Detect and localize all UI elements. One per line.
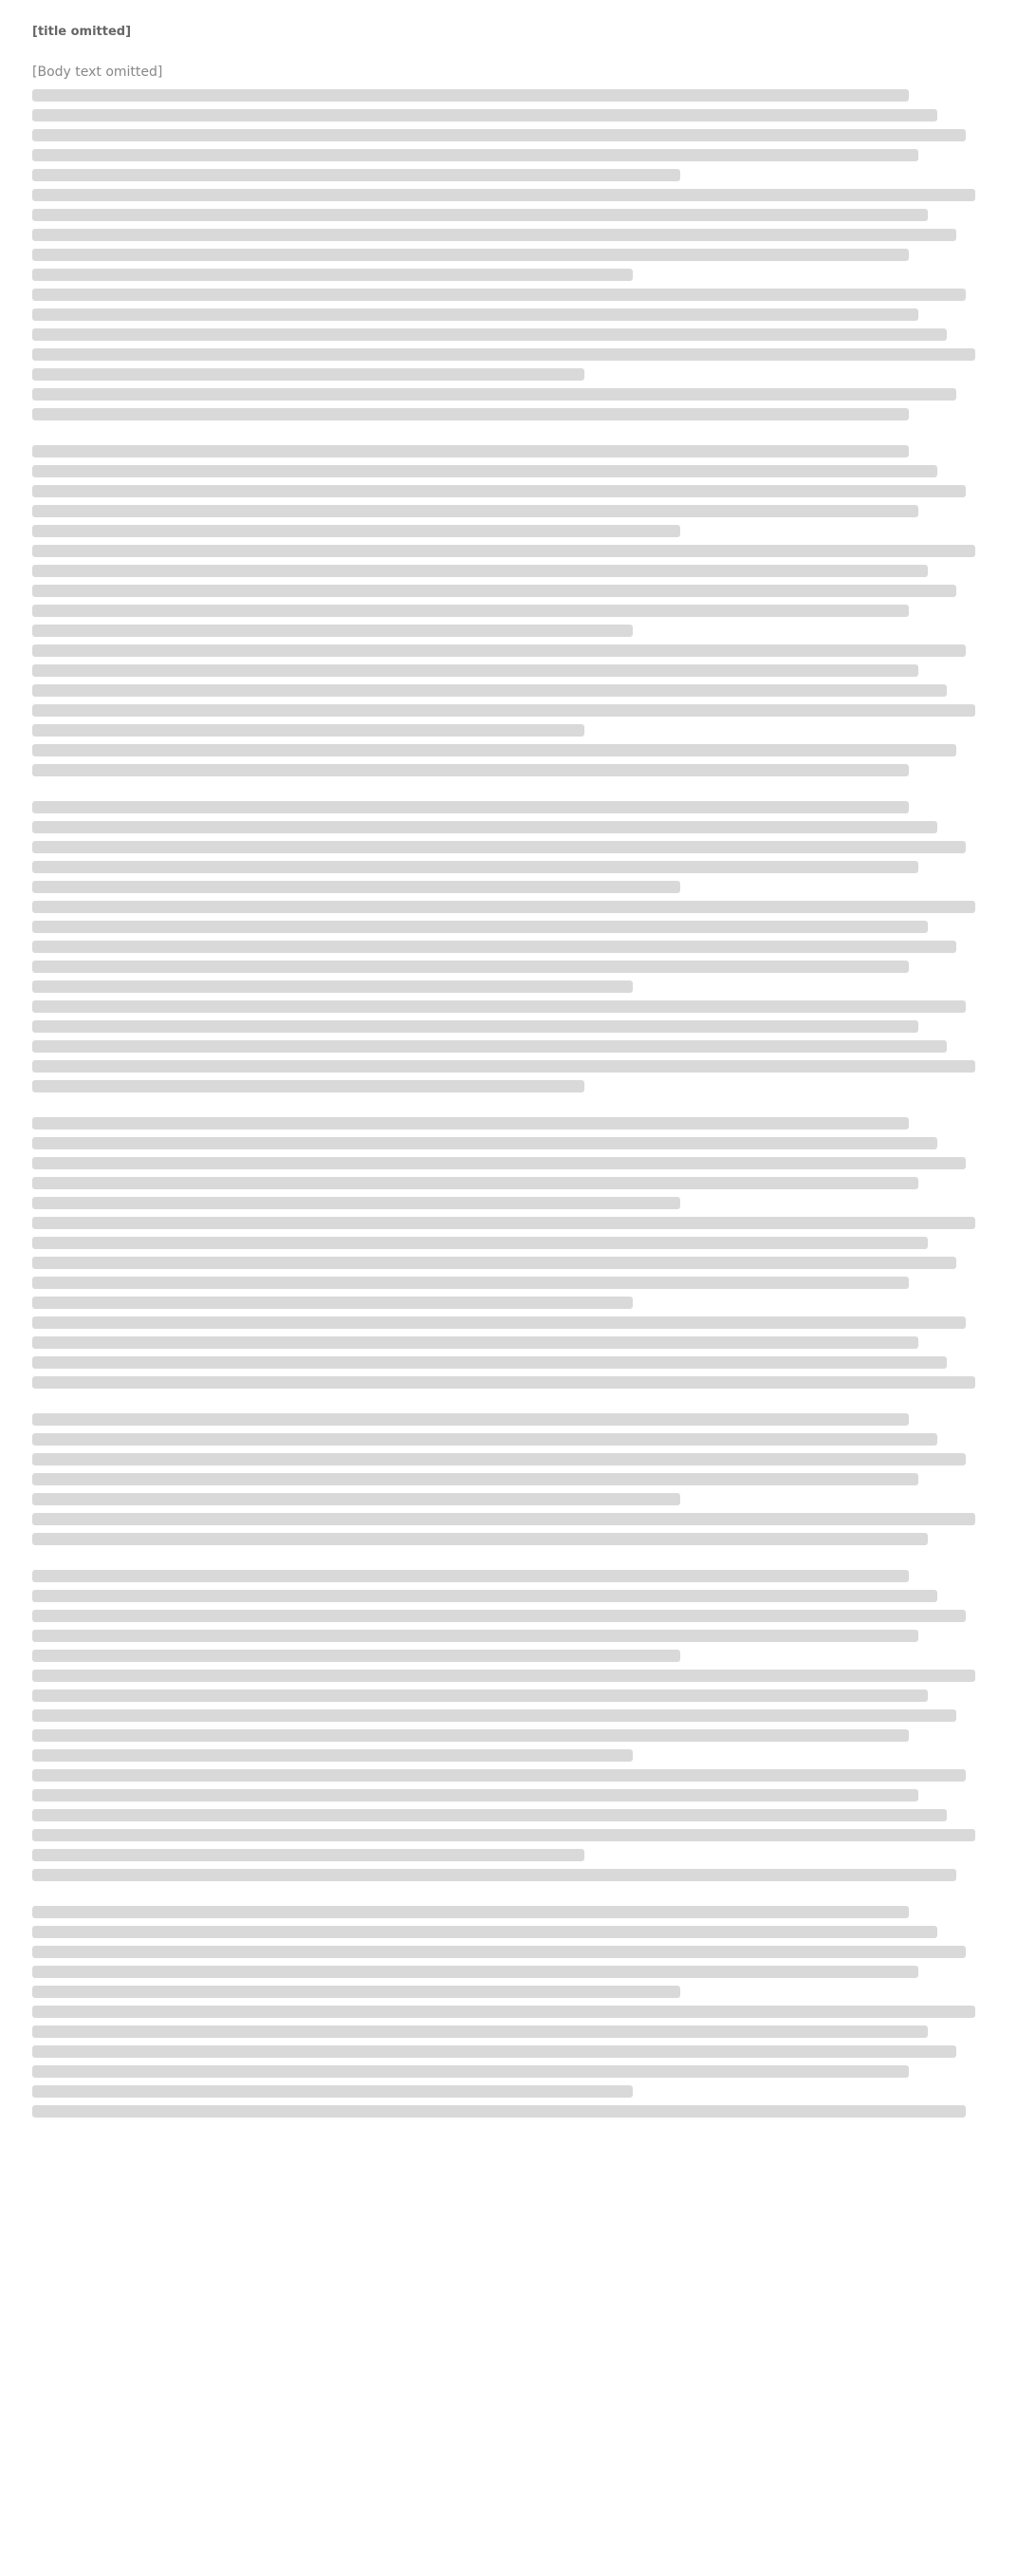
- text-line-placeholder: [32, 1297, 633, 1309]
- text-line-placeholder: [32, 881, 680, 893]
- text-line-placeholder: [32, 1257, 956, 1269]
- text-line-placeholder: [32, 1926, 937, 1938]
- text-line-placeholder: [32, 1040, 947, 1053]
- text-line-placeholder: [32, 149, 918, 161]
- text-line-placeholder: [32, 465, 937, 477]
- text-line-placeholder: [32, 1020, 918, 1033]
- text-line-placeholder: [32, 1570, 909, 1582]
- text-line-placeholder: [32, 941, 956, 953]
- paragraph-block: [32, 1906, 985, 2118]
- text-line-placeholder: [32, 1829, 975, 1841]
- text-line-placeholder: [32, 525, 680, 537]
- text-line-placeholder: [32, 2045, 956, 2058]
- text-line-placeholder: [32, 169, 680, 181]
- text-line-placeholder: [32, 841, 966, 853]
- text-line-placeholder: [32, 388, 956, 401]
- text-line-placeholder: [32, 644, 966, 657]
- paragraph-block: [32, 1117, 985, 1389]
- text-line-placeholder: [32, 2085, 633, 2098]
- text-line-placeholder: [32, 1336, 918, 1349]
- text-line-placeholder: [32, 129, 966, 141]
- paragraph-block: [32, 1570, 985, 1881]
- text-line-placeholder: [32, 1789, 918, 1801]
- text-line-placeholder: [32, 1749, 633, 1762]
- text-line-placeholder: [32, 289, 966, 301]
- text-line-placeholder: [32, 348, 975, 361]
- text-line-placeholder: [32, 664, 918, 677]
- text-line-placeholder: [32, 1237, 928, 1249]
- text-line-placeholder: [32, 1610, 966, 1622]
- text-line-placeholder: [32, 585, 956, 597]
- text-line-placeholder: [32, 308, 918, 321]
- text-line-placeholder: [32, 1769, 966, 1782]
- text-line-placeholder: [32, 1197, 680, 1209]
- text-line-placeholder: [32, 1630, 918, 1642]
- text-line-placeholder: [32, 901, 975, 913]
- text-line-placeholder: [32, 2025, 928, 2038]
- document-body: [32, 89, 985, 2118]
- text-line-placeholder: [32, 445, 909, 457]
- text-line-placeholder: [32, 1906, 909, 1918]
- text-line-placeholder: [32, 724, 584, 737]
- text-line-placeholder: [32, 1869, 956, 1881]
- text-line-placeholder: [32, 1413, 909, 1426]
- text-line-placeholder: [32, 545, 975, 557]
- text-line-placeholder: [32, 209, 928, 221]
- text-line-placeholder: [32, 1650, 680, 1662]
- text-line-placeholder: [32, 1849, 584, 1861]
- text-line-placeholder: [32, 1533, 928, 1545]
- text-line-placeholder: [32, 1966, 918, 1978]
- text-line-placeholder: [32, 1670, 975, 1682]
- text-line-placeholder: [32, 229, 956, 241]
- text-line-placeholder: [32, 2105, 966, 2118]
- text-line-placeholder: [32, 328, 947, 341]
- text-line-placeholder: [32, 1177, 918, 1189]
- text-line-placeholder: [32, 1117, 909, 1129]
- text-line-placeholder: [32, 189, 975, 201]
- omitted-notice: [Body text omitted]: [32, 65, 163, 80]
- text-line-placeholder: [32, 1473, 918, 1485]
- text-line-placeholder: [32, 1493, 680, 1505]
- text-line-placeholder: [32, 1513, 975, 1525]
- text-line-placeholder: [32, 408, 909, 420]
- text-line-placeholder: [32, 980, 633, 993]
- text-line-placeholder: [32, 1986, 680, 1998]
- text-line-placeholder: [32, 744, 956, 756]
- text-line-placeholder: [32, 109, 937, 121]
- text-line-placeholder: [32, 1809, 947, 1821]
- text-line-placeholder: [32, 625, 633, 637]
- text-line-placeholder: [32, 565, 928, 577]
- text-line-placeholder: [32, 269, 633, 281]
- text-line-placeholder: [32, 1946, 966, 1958]
- text-line-placeholder: [32, 1433, 937, 1446]
- paragraph-block: [32, 1413, 985, 1545]
- text-line-placeholder: [32, 1453, 966, 1465]
- text-line-placeholder: [32, 921, 928, 933]
- text-line-placeholder: [32, 368, 584, 381]
- text-line-placeholder: [32, 1157, 966, 1169]
- text-line-placeholder: [32, 1080, 584, 1092]
- paragraph-block: [32, 445, 985, 776]
- text-line-placeholder: [32, 704, 975, 717]
- text-line-placeholder: [32, 605, 909, 617]
- text-line-placeholder: [32, 1590, 937, 1602]
- text-line-placeholder: [32, 1000, 966, 1013]
- text-line-placeholder: [32, 485, 966, 497]
- text-line-placeholder: [32, 1689, 928, 1702]
- text-line-placeholder: [32, 764, 909, 776]
- text-line-placeholder: [32, 505, 918, 517]
- paragraph-block: [32, 89, 985, 420]
- text-line-placeholder: [32, 1137, 937, 1149]
- text-line-placeholder: [32, 2065, 909, 2078]
- text-line-placeholder: [32, 1316, 966, 1329]
- text-line-placeholder: [32, 249, 909, 261]
- text-line-placeholder: [32, 89, 909, 102]
- text-line-placeholder: [32, 801, 909, 813]
- text-line-placeholder: [32, 1376, 975, 1389]
- text-line-placeholder: [32, 821, 937, 833]
- text-line-placeholder: [32, 2006, 975, 2018]
- page-title: [title omitted]: [32, 24, 132, 39]
- text-line-placeholder: [32, 1356, 947, 1369]
- text-line-placeholder: [32, 684, 947, 697]
- text-line-placeholder: [32, 1217, 975, 1229]
- paragraph-block: [32, 801, 985, 1092]
- text-line-placeholder: [32, 1060, 975, 1073]
- text-line-placeholder: [32, 861, 918, 873]
- text-line-placeholder: [32, 1277, 909, 1289]
- text-line-placeholder: [32, 1729, 909, 1742]
- text-line-placeholder: [32, 1709, 956, 1722]
- text-line-placeholder: [32, 961, 909, 973]
